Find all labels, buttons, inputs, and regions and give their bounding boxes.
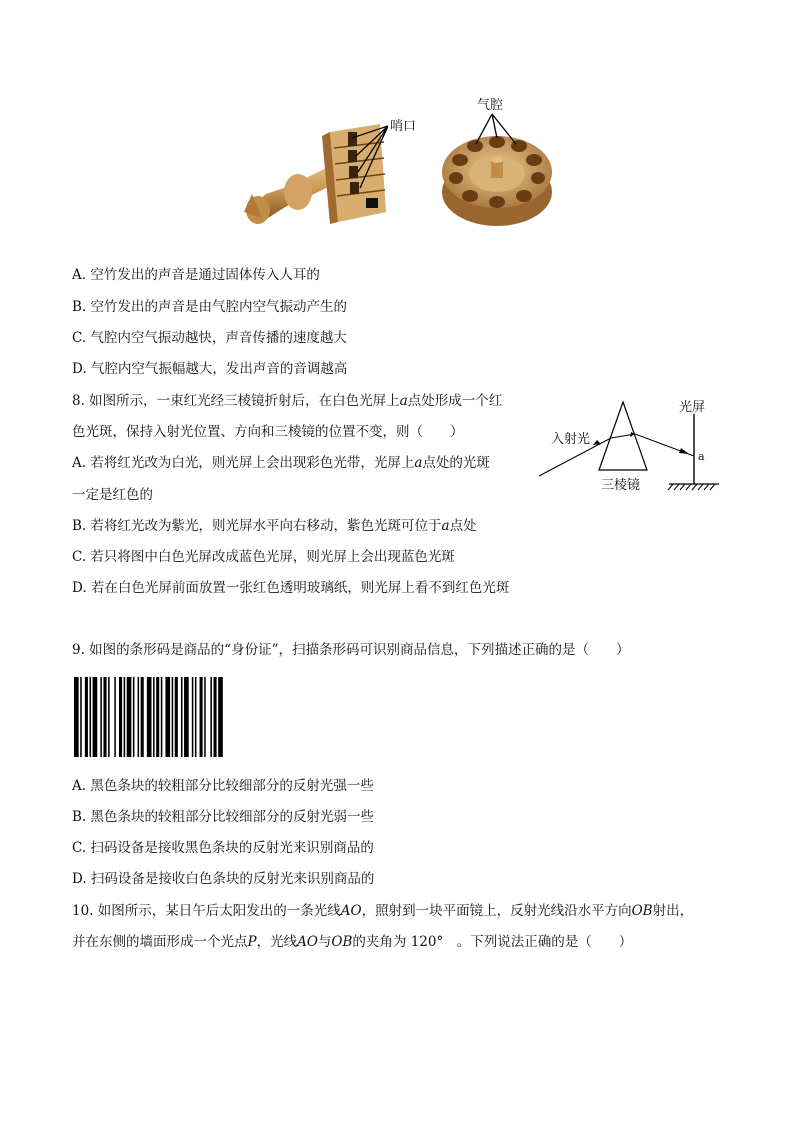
q8-stem-line1: 8. 如图所示，一束红光经三棱镜折射后，在白色光屏上a点处形成一个红 (72, 393, 503, 409)
q9-stem: 9. 如图的条形码是商品的“身份证”，扫描条形码可识别商品信息，下列描述正确的是（ ） (72, 642, 630, 658)
barcode-bar (80, 677, 82, 757)
diabolo-chamber-image (440, 112, 555, 230)
label-shaokou: 哨口 (390, 119, 417, 134)
barcode-bar (165, 677, 170, 757)
label-screen: 光屏 (679, 400, 706, 415)
barcode-bar (200, 677, 203, 757)
barcode-bar (108, 677, 110, 757)
barcode-bar (192, 677, 194, 757)
barcode-bar (93, 677, 98, 757)
barcode-bar (90, 677, 92, 757)
barcode-bar (181, 677, 183, 757)
barcode-bar (153, 677, 155, 757)
diabolo-side-view-image (238, 112, 388, 232)
q8-option-b: B. 若将红光改为紫光，则光屏水平向右移动，紫色光斑可位于a点处 (72, 518, 477, 534)
label-qiqiang: 气腔 (477, 98, 504, 113)
barcode-bar (133, 677, 135, 757)
q9-option-b: B. 黑色条块的较粗部分比较细部分的反射光弱一些 (72, 809, 375, 825)
q10-stem-line2: 并在东侧的墙面形成一个光点P，光线AO与OB的夹角为 120° 。下列说法正确的是（ ） (72, 934, 633, 950)
barcode-bar (74, 677, 79, 757)
barcode-bar (172, 677, 174, 757)
label-incident: 入射光 (551, 432, 591, 447)
q9-option-c: C. 扫码设备是接收黑色条块的反射光来识别商品的 (72, 840, 374, 856)
q8-option-a-line2: 一定是红色的 (72, 487, 153, 503)
barcode-bar (175, 677, 178, 757)
q10-stem-line1: 10. 如图所示，某日午后太阳发出的一条光线AO，照射到一块平面镜上，反射光线沿水平方向OB射出， (72, 903, 694, 919)
q7-option-c: C. 气腔内空气振动越快，声音传播的速度越大 (72, 330, 347, 346)
barcode-bar (204, 677, 206, 757)
q7-option-b: B. 空竹发出的声音是由气腔内空气振动产生的 (72, 299, 348, 315)
barcode-bar (210, 677, 212, 757)
barcode-bar (147, 677, 152, 757)
barcode-bar (184, 677, 189, 757)
q8-option-c: C. 若只将图中白色光屏改成蓝色光屏，则光屏上会出现蓝色光斑 (72, 549, 455, 565)
q7-option-d: D. 气腔内空气振幅越大，发出声音的音调越高 (72, 361, 348, 377)
q7-option-a: A. 空竹发出的声音是通过固体传入人耳的 (72, 267, 320, 283)
q8-option-a-line1: A. 若将红光改为白光，则光屏上会出现彩色光带，光屏上a点处的光斑 (72, 455, 490, 471)
barcode-bar (218, 677, 223, 757)
barcode-image (74, 677, 256, 757)
barcode-bar (127, 677, 132, 757)
barcode-bar (161, 677, 163, 757)
barcode-bar (119, 677, 122, 757)
barcode-bar (138, 677, 140, 757)
label-prism: 三棱镜 (601, 478, 641, 493)
barcode-bar (114, 677, 116, 757)
barcode-bar (195, 677, 197, 757)
barcode-bar (156, 677, 159, 757)
barcode-bar (141, 677, 144, 757)
barcode-bar (100, 677, 102, 757)
barcode-bar (214, 677, 217, 757)
label-point-a: a (698, 450, 705, 463)
q8-stem-line2: 色光斑，保持入射光位置、方向和三棱镜的位置不变，则（ ） (72, 424, 464, 440)
barcode-bar (85, 677, 88, 757)
q9-option-a: A. 黑色条块的较粗部分比较细部分的反射光强一些 (72, 778, 374, 794)
barcode-bar (103, 677, 106, 757)
q8-option-d: D. 若在白色光屏前面放置一张红色透明玻璃纸，则光屏上看不到红色光斑 (72, 580, 510, 596)
q9-option-d: D. 扫码设备是接收白色条块的反射光来识别商品的 (72, 871, 375, 887)
barcode-bar (124, 677, 126, 757)
